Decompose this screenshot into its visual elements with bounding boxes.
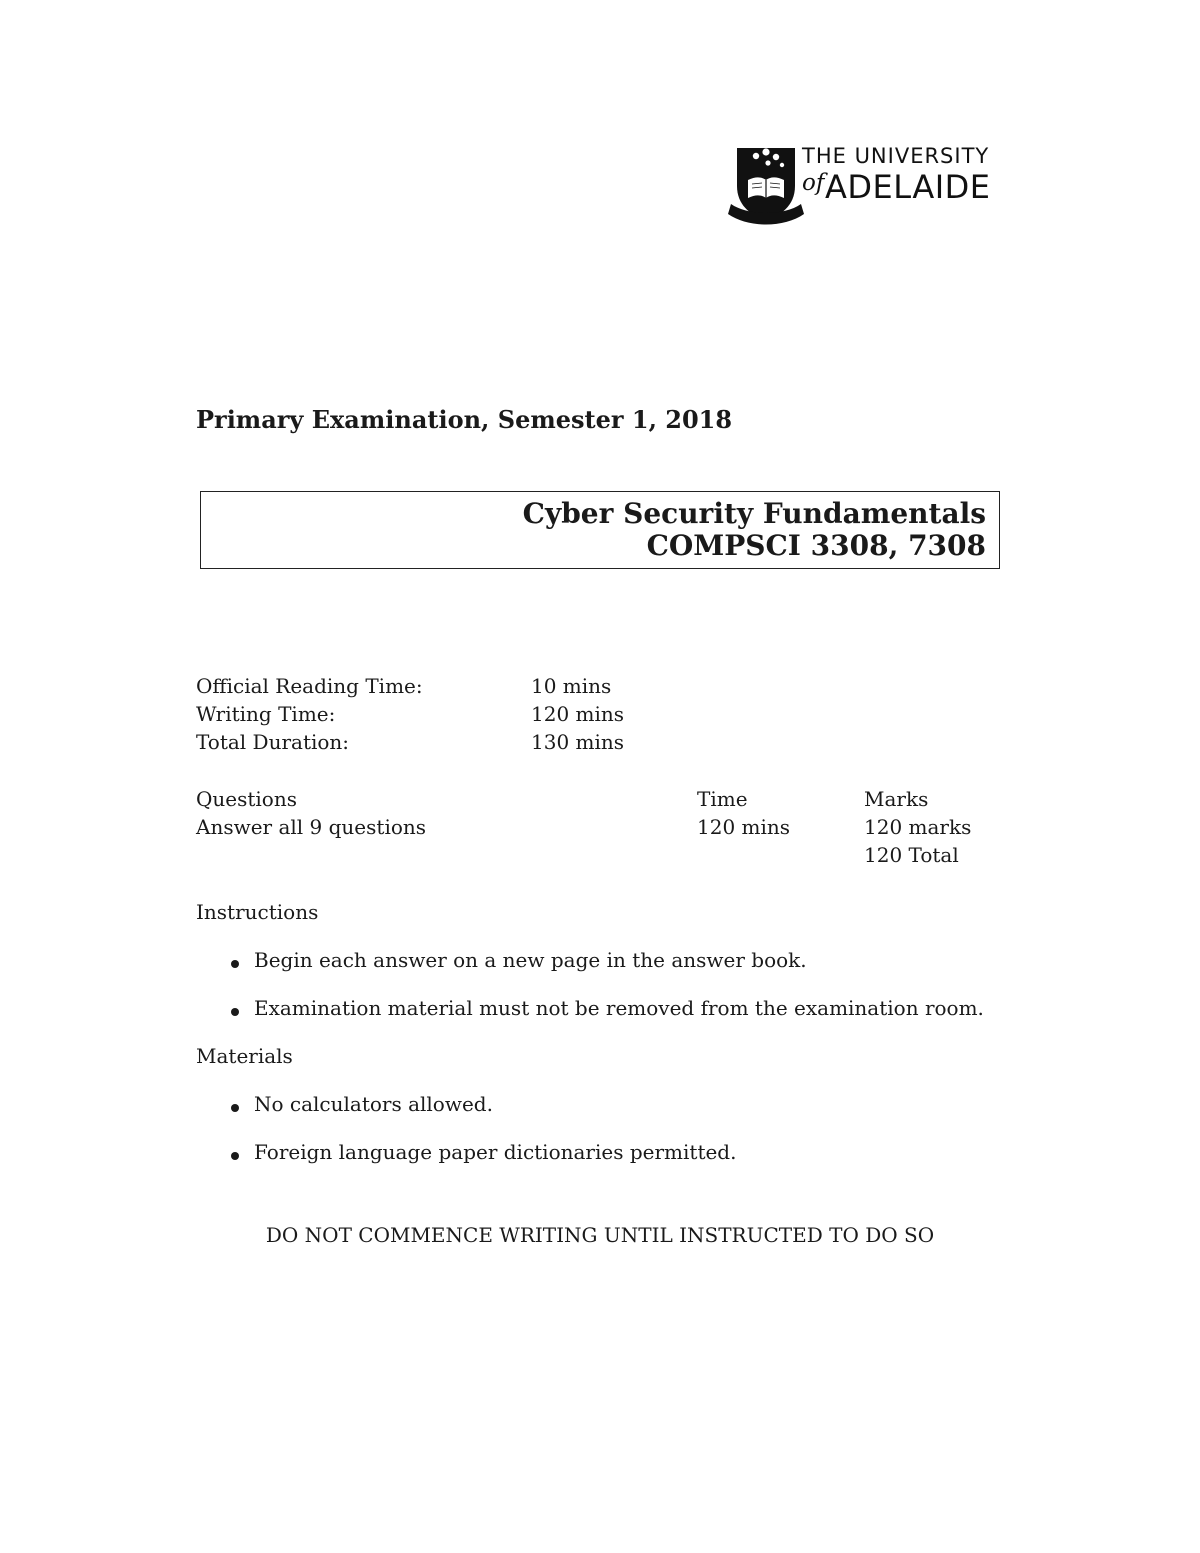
- commence-warning: DO NOT COMMENCE WRITING UNTIL INSTRUCTED TO DO SO: [265, 1223, 935, 1247]
- instruction-item: Begin each answer on a new page in the answer book.: [254, 948, 807, 972]
- timing-value: 120 mins: [531, 702, 625, 726]
- logo-text-of: of: [802, 170, 825, 196]
- time-header: Time: [697, 787, 748, 811]
- bullet-icon: [231, 1008, 239, 1016]
- timing-value: 10 mins: [531, 674, 612, 698]
- time-cell: 120 mins: [697, 815, 791, 839]
- logo-text-university: THE UNIVERSITY: [802, 144, 990, 168]
- course-title: Cyber Security Fundamentals: [522, 497, 986, 530]
- marks-header: Marks: [864, 787, 929, 811]
- questions-header: Questions: [196, 787, 297, 811]
- exam-heading: Primary Examination, Semester 1, 2018: [196, 405, 733, 434]
- timing-label: Official Reading Time:: [196, 674, 423, 698]
- logo-text-adelaide: ADELAIDE: [825, 168, 991, 206]
- timing-label: Writing Time:: [196, 702, 336, 726]
- timing-label: Total Duration:: [196, 730, 350, 754]
- bullet-icon: [231, 1104, 239, 1112]
- timing-value: 130 mins: [531, 730, 625, 754]
- instruction-item: Examination material must not be removed from the examination room.: [254, 996, 984, 1020]
- course-code: COMPSCI 3308, 7308: [646, 529, 986, 562]
- material-item: No calculators allowed.: [254, 1092, 493, 1116]
- questions-cell: Answer all 9 questions: [196, 815, 427, 839]
- materials-title: Materials: [196, 1044, 293, 1068]
- bullet-icon: [231, 1152, 239, 1160]
- instructions-title: Instructions: [196, 900, 319, 924]
- marks-total: 120 Total: [864, 843, 959, 867]
- material-item: Foreign language paper dictionaries permitted.: [254, 1140, 737, 1164]
- bullet-icon: [231, 960, 239, 968]
- marks-cell: 120 marks: [864, 815, 972, 839]
